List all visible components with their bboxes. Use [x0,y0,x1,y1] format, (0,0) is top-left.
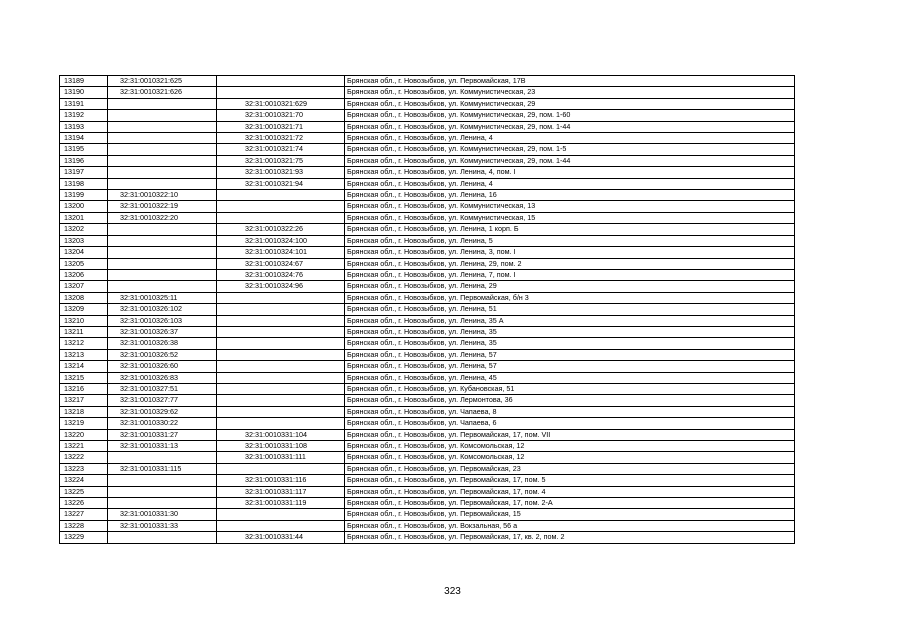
land-cadastral-number-cell: 32:31:0010326:52 [108,349,217,360]
address-cell: Брянская обл., г. Новозыбков, ул. Комсомольская, 12 [345,441,795,452]
address-cell: Брянская обл., г. Новозыбков, ул. Первомайская, 17, пом. VII [345,429,795,440]
address-cell: Брянская обл., г. Новозыбков, ул. Ленина, 45 [345,372,795,383]
building-cadastral-number-cell [217,418,345,429]
record-number-cell: 13225 [60,486,108,497]
address-cell: Брянская обл., г. Новозыбков, ул. Первомайская, 17, пом. 5 [345,475,795,486]
table-row [60,167,795,178]
building-cadastral-number-cell: 32:31:0010321:94 [217,178,345,189]
land-cadastral-number-cell: 32:31:0010327:77 [108,395,217,406]
land-cadastral-number-cell [108,452,217,463]
record-number-cell: 13213 [60,349,108,360]
address-cell: Брянская обл., г. Новозыбков, ул. Коммунистическая, 29, пом. 1-44 [345,121,795,132]
address-cell: Брянская обл., г. Новозыбков, ул. Ленина, 5 [345,235,795,246]
land-cadastral-number-cell [108,178,217,189]
table-row [60,509,795,520]
address-cell: Брянская обл., г. Новозыбков, ул. Коммунистическая, 29, пом. 1-60 [345,110,795,121]
registry-table-body [60,76,795,544]
record-number-cell: 13223 [60,463,108,474]
land-cadastral-number-cell [108,235,217,246]
address-cell: Брянская обл., г. Новозыбков, ул. Ленина, 29 [345,281,795,292]
table-row [60,372,795,383]
table-row [60,338,795,349]
table-row [60,87,795,98]
table-row [60,326,795,337]
land-cadastral-number-cell [108,224,217,235]
building-cadastral-number-cell: 32:31:0010321:72 [217,133,345,144]
address-cell: Брянская обл., г. Новозыбков, ул. Первомайская, 17, кв. 2, пом. 2 [345,532,795,543]
building-cadastral-number-cell [217,338,345,349]
table-row [60,144,795,155]
building-cadastral-number-cell: 32:31:0010331:44 [217,532,345,543]
address-cell: Брянская обл., г. Новозыбков, ул. Ленина, 4, пом. I [345,167,795,178]
building-cadastral-number-cell [217,304,345,315]
land-cadastral-number-cell [108,110,217,121]
record-number-cell: 13215 [60,372,108,383]
land-cadastral-number-cell [108,98,217,109]
record-number-cell: 13218 [60,406,108,417]
address-cell: Брянская обл., г. Новозыбков, ул. Ленина, 3, пом. I [345,247,795,258]
building-cadastral-number-cell [217,463,345,474]
address-cell: Брянская обл., г. Новозыбков, ул. Чапаева, 6 [345,418,795,429]
record-number-cell: 13227 [60,509,108,520]
record-number-cell: 13212 [60,338,108,349]
address-cell: Брянская обл., г. Новозыбков, ул. Кубановская, 51 [345,383,795,394]
address-cell: Брянская обл., г. Новозыбков, ул. Ленина, 4 [345,178,795,189]
table-row [60,452,795,463]
address-cell: Брянская обл., г. Новозыбков, ул. Коммунистическая, 15 [345,212,795,223]
table-row [60,247,795,258]
land-cadastral-number-cell [108,532,217,543]
building-cadastral-number-cell [217,406,345,417]
land-cadastral-number-cell: 32:31:0010326:83 [108,372,217,383]
record-number-cell: 13194 [60,133,108,144]
building-cadastral-number-cell: 32:31:0010321:71 [217,121,345,132]
building-cadastral-number-cell: 32:31:0010331:108 [217,441,345,452]
record-number-cell: 13202 [60,224,108,235]
address-cell: Брянская обл., г. Новозыбков, ул. Ленина, 7, пом. I [345,269,795,280]
record-number-cell: 13211 [60,326,108,337]
building-cadastral-number-cell [217,201,345,212]
land-cadastral-number-cell: 32:31:0010326:38 [108,338,217,349]
record-number-cell: 13216 [60,383,108,394]
address-cell: Брянская обл., г. Новозыбков, ул. Вокзальная, 56 а [345,520,795,531]
address-cell: Брянская обл., г. Новозыбков, ул. Коммунистическая, 29, пом. 1-44 [345,155,795,166]
land-cadastral-number-cell [108,133,217,144]
table-row [60,121,795,132]
land-cadastral-number-cell: 32:31:0010331:30 [108,509,217,520]
table-row [60,269,795,280]
address-cell: Брянская обл., г. Новозыбков, ул. Чапаева, 8 [345,406,795,417]
table-row [60,429,795,440]
land-cadastral-number-cell: 32:31:0010331:33 [108,520,217,531]
table-row [60,520,795,531]
address-cell: Брянская обл., г. Новозыбков, ул. Коммунистическая, 29 [345,98,795,109]
table-row [60,532,795,543]
land-cadastral-number-cell: 32:31:0010322:20 [108,212,217,223]
building-cadastral-number-cell [217,520,345,531]
building-cadastral-number-cell [217,190,345,201]
table-row [60,361,795,372]
record-number-cell: 13200 [60,201,108,212]
building-cadastral-number-cell: 32:31:0010324:96 [217,281,345,292]
table-row [60,475,795,486]
land-cadastral-number-cell [108,281,217,292]
record-number-cell: 13220 [60,429,108,440]
table-row [60,155,795,166]
land-cadastral-number-cell [108,475,217,486]
building-cadastral-number-cell [217,292,345,303]
record-number-cell: 13209 [60,304,108,315]
table-row [60,98,795,109]
land-cadastral-number-cell [108,167,217,178]
building-cadastral-number-cell [217,395,345,406]
address-cell: Брянская обл., г. Новозыбков, ул. Ленина, 57 [345,361,795,372]
record-number-cell: 13198 [60,178,108,189]
record-number-cell: 13214 [60,361,108,372]
address-cell: Брянская обл., г. Новозыбков, ул. Ленина, 4 [345,133,795,144]
land-cadastral-number-cell: 32:31:0010329:62 [108,406,217,417]
land-cadastral-number-cell [108,121,217,132]
land-cadastral-number-cell: 32:31:0010326:103 [108,315,217,326]
record-number-cell: 13228 [60,520,108,531]
land-cadastral-number-cell [108,486,217,497]
address-cell: Брянская обл., г. Новозыбков, ул. Коммунистическая, 29, пом. 1-5 [345,144,795,155]
table-row [60,76,795,87]
record-number-cell: 13226 [60,498,108,509]
land-cadastral-number-cell: 32:31:0010330:22 [108,418,217,429]
page-number: 323 [444,586,461,597]
record-number-cell: 13191 [60,98,108,109]
building-cadastral-number-cell: 32:31:0010322:26 [217,224,345,235]
address-cell: Брянская обл., г. Новозыбков, ул. Ленина, 35 [345,326,795,337]
record-number-cell: 13224 [60,475,108,486]
record-number-cell: 13221 [60,441,108,452]
table-row [60,418,795,429]
table-row [60,133,795,144]
building-cadastral-number-cell [217,326,345,337]
land-cadastral-number-cell: 32:31:0010326:60 [108,361,217,372]
building-cadastral-number-cell: 32:31:0010324:100 [217,235,345,246]
land-cadastral-number-cell: 32:31:0010326:102 [108,304,217,315]
table-row [60,224,795,235]
address-cell: Брянская обл., г. Новозыбков, ул. Первомайская, 15 [345,509,795,520]
table-row [60,463,795,474]
land-cadastral-number-cell: 32:31:0010331:13 [108,441,217,452]
table-row [60,201,795,212]
record-number-cell: 13195 [60,144,108,155]
building-cadastral-number-cell [217,315,345,326]
building-cadastral-number-cell: 32:31:0010321:75 [217,155,345,166]
land-cadastral-number-cell [108,258,217,269]
building-cadastral-number-cell: 32:31:0010324:67 [217,258,345,269]
land-cadastral-number-cell [108,155,217,166]
table-row [60,315,795,326]
building-cadastral-number-cell [217,87,345,98]
table-row [60,486,795,497]
table-row [60,304,795,315]
table-row [60,441,795,452]
address-cell: Брянская обл., г. Новозыбков, ул. Ленина, 35 А [345,315,795,326]
record-number-cell: 13201 [60,212,108,223]
building-cadastral-number-cell: 32:31:0010321:629 [217,98,345,109]
record-number-cell: 13189 [60,76,108,87]
table-row [60,178,795,189]
building-cadastral-number-cell [217,383,345,394]
record-number-cell: 13219 [60,418,108,429]
record-number-cell: 13193 [60,121,108,132]
table-row [60,281,795,292]
address-cell: Брянская обл., г. Новозыбков, ул. Ленина, 35 [345,338,795,349]
table-row [60,406,795,417]
address-cell: Брянская обл., г. Новозыбков, ул. Коммунистическая, 23 [345,87,795,98]
table-row [60,498,795,509]
address-cell: Брянская обл., г. Новозыбков, ул. Лермонтова, 36 [345,395,795,406]
building-cadastral-number-cell: 32:31:0010321:74 [217,144,345,155]
land-cadastral-number-cell [108,269,217,280]
record-number-cell: 13203 [60,235,108,246]
land-cadastral-number-cell: 32:31:0010331:27 [108,429,217,440]
land-cadastral-number-cell: 32:31:0010326:37 [108,326,217,337]
record-number-cell: 13197 [60,167,108,178]
table-row [60,212,795,223]
building-cadastral-number-cell: 32:31:0010331:116 [217,475,345,486]
land-cadastral-number-cell [108,498,217,509]
table-row [60,395,795,406]
address-cell: Брянская обл., г. Новозыбков, ул. Комсомольская, 12 [345,452,795,463]
building-cadastral-number-cell [217,76,345,87]
record-number-cell: 13196 [60,155,108,166]
building-cadastral-number-cell: 32:31:0010331:111 [217,452,345,463]
address-cell: Брянская обл., г. Новозыбков, ул. Первомайская, б/н 3 [345,292,795,303]
record-number-cell: 13205 [60,258,108,269]
building-cadastral-number-cell: 32:31:0010321:70 [217,110,345,121]
address-cell: Брянская обл., г. Новозыбков, ул. Ленина, 29, пом. 2 [345,258,795,269]
table-row [60,235,795,246]
address-cell: Брянская обл., г. Новозыбков, ул. Первомайская, 23 [345,463,795,474]
land-cadastral-number-cell: 32:31:0010331:115 [108,463,217,474]
record-number-cell: 13210 [60,315,108,326]
record-number-cell: 13199 [60,190,108,201]
address-cell: Брянская обл., г. Новозыбков, ул. Первомайская, 17В [345,76,795,87]
record-number-cell: 13217 [60,395,108,406]
building-cadastral-number-cell: 32:31:0010321:93 [217,167,345,178]
table-row [60,258,795,269]
address-cell: Брянская обл., г. Новозыбков, ул. Ленина, 16 [345,190,795,201]
record-number-cell: 13207 [60,281,108,292]
building-cadastral-number-cell: 32:31:0010324:76 [217,269,345,280]
address-cell: Брянская обл., г. Новозыбков, ул. Первомайская, 17, пом. 2-А [345,498,795,509]
building-cadastral-number-cell: 32:31:0010331:117 [217,486,345,497]
registry-table [59,75,795,544]
table-row [60,349,795,360]
record-number-cell: 13190 [60,87,108,98]
land-cadastral-number-cell: 32:31:0010321:626 [108,87,217,98]
building-cadastral-number-cell [217,509,345,520]
building-cadastral-number-cell [217,372,345,383]
address-cell: Брянская обл., г. Новозыбков, ул. Ленина, 1 корп. Б [345,224,795,235]
record-number-cell: 13222 [60,452,108,463]
address-cell: Брянская обл., г. Новозыбков, ул. Ленина, 51 [345,304,795,315]
land-cadastral-number-cell: 32:31:0010327:51 [108,383,217,394]
land-cadastral-number-cell [108,144,217,155]
building-cadastral-number-cell: 32:31:0010324:101 [217,247,345,258]
building-cadastral-number-cell [217,361,345,372]
record-number-cell: 13206 [60,269,108,280]
record-number-cell: 13192 [60,110,108,121]
land-cadastral-number-cell: 32:31:0010322:19 [108,201,217,212]
land-cadastral-number-cell [108,247,217,258]
table-row [60,110,795,121]
address-cell: Брянская обл., г. Новозыбков, ул. Ленина, 57 [345,349,795,360]
record-number-cell: 13229 [60,532,108,543]
table-row [60,190,795,201]
land-cadastral-number-cell: 32:31:0010322:10 [108,190,217,201]
land-cadastral-number-cell: 32:31:0010325:11 [108,292,217,303]
building-cadastral-number-cell [217,349,345,360]
building-cadastral-number-cell [217,212,345,223]
land-cadastral-number-cell: 32:31:0010321:625 [108,76,217,87]
address-cell: Брянская обл., г. Новозыбков, ул. Первомайская, 17, пом. 4 [345,486,795,497]
table-row [60,383,795,394]
address-cell: Брянская обл., г. Новозыбков, ул. Коммунистическая, 13 [345,201,795,212]
record-number-cell: 13208 [60,292,108,303]
record-number-cell: 13204 [60,247,108,258]
building-cadastral-number-cell: 32:31:0010331:104 [217,429,345,440]
table-row [60,292,795,303]
building-cadastral-number-cell: 32:31:0010331:119 [217,498,345,509]
